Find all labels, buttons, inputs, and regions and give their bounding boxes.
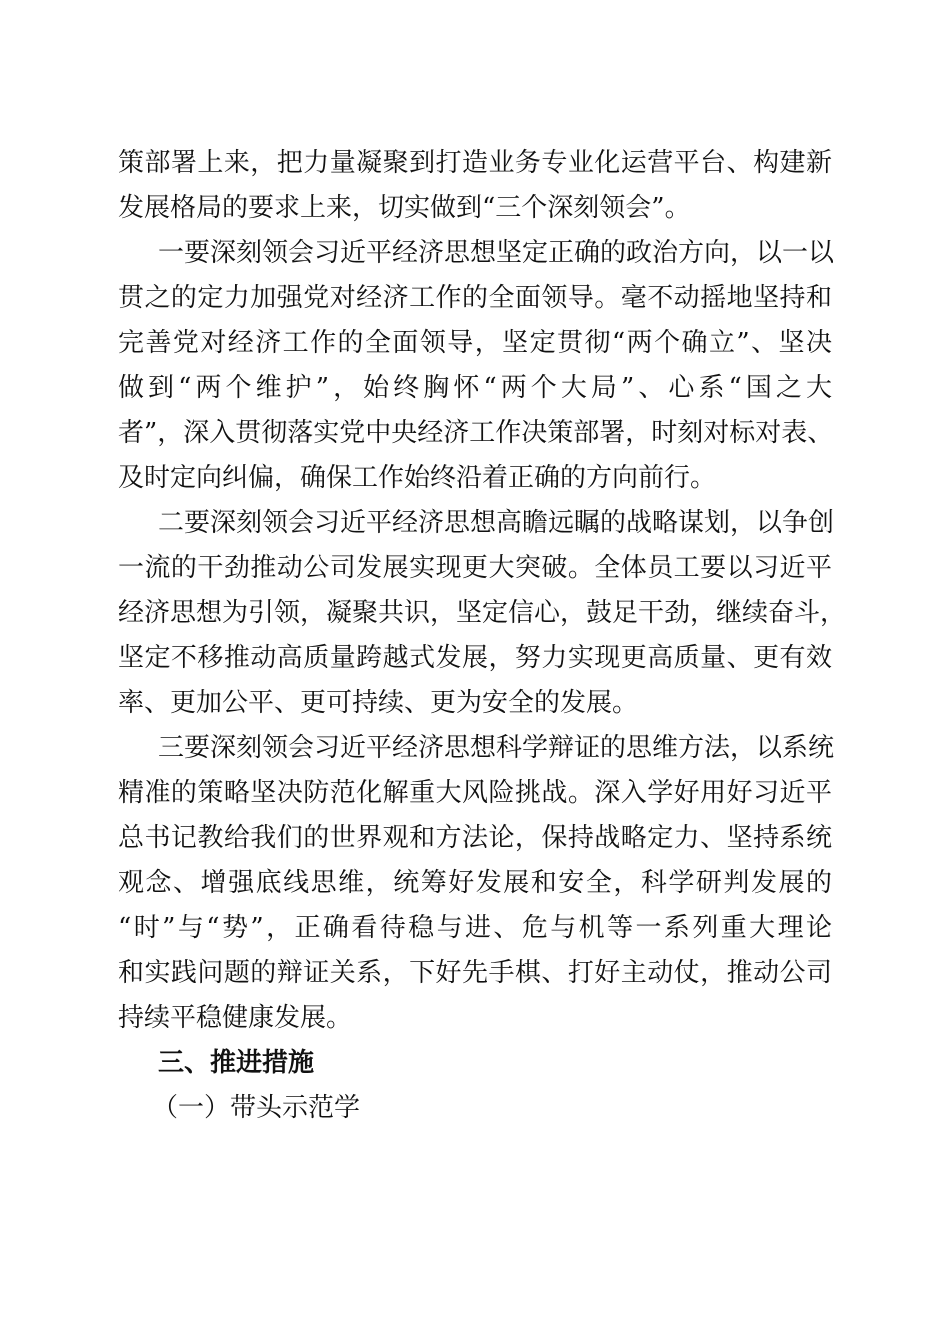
subsection-heading: （一）带头示范学 bbox=[152, 1093, 361, 1123]
paragraph-line: 精准的策略坚决防范化解重大风险挑战。深入学好用好习近平 bbox=[118, 778, 832, 808]
paragraph-line: 策部署上来，把力量凝聚到打造业务专业化运营平台、构建新 bbox=[118, 148, 832, 178]
paragraph-line: 一要深刻领会习近平经济思想坚定正确的政治方向，以一以 bbox=[158, 238, 835, 268]
paragraph-line: 经济思想为引领，凝聚共识，坚定信心，鼓足干劲，继续奋斗， bbox=[118, 598, 847, 628]
section-heading: 三、推进措施 bbox=[158, 1048, 315, 1078]
paragraph-line: 贯之的定力加强党对经济工作的全面领导。毫不动摇地坚持和 bbox=[118, 283, 832, 313]
paragraph-line: 坚定不移推动高质量跨越式发展，努力实现更高质量、更有效 bbox=[118, 643, 832, 673]
paragraph-line: 二要深刻领会习近平经济思想高瞻远瞩的战略谋划，以争创 bbox=[158, 508, 835, 538]
paragraph-line: “时”与“势”，正确看待稳与进、危与机等一系列重大理论 bbox=[118, 913, 832, 943]
paragraph-line: 持续平稳健康发展。 bbox=[118, 1003, 353, 1033]
paragraph-line: 者”，深入贯彻落实党中央经济工作决策部署，时刻对标对表、 bbox=[118, 418, 834, 448]
paragraph-line: 三要深刻领会习近平经济思想科学辩证的思维方法，以系统 bbox=[158, 733, 835, 763]
paragraph-line: 率、更加公平、更可持续、更为安全的发展。 bbox=[118, 688, 639, 718]
paragraph-line: 总书记教给我们的世界观和方法论，保持战略定力、坚持系统 bbox=[118, 823, 832, 853]
paragraph-line: 和实践问题的辩证关系，下好先手棋、打好主动仗，推动公司 bbox=[118, 958, 832, 988]
paragraph-line: 观念、增强底线思维，统筹好发展和安全，科学研判发展的 bbox=[118, 868, 832, 898]
paragraph-line: 发展格局的要求上来，切实做到“三个深刻领会”。 bbox=[118, 193, 691, 223]
paragraph-line: 及时定向纠偏，确保工作始终沿着正确的方向前行。 bbox=[118, 463, 717, 493]
paragraph-line: 做到“两个维护”，始终胸怀“两个大局”、心系“国之大 bbox=[118, 373, 832, 403]
paragraph-line: 完善党对经济工作的全面领导，坚定贯彻“两个确立”、坚决 bbox=[118, 328, 832, 358]
paragraph-line: 一流的干劲推动公司发展实现更大突破。全体员工要以习近平 bbox=[118, 553, 832, 583]
